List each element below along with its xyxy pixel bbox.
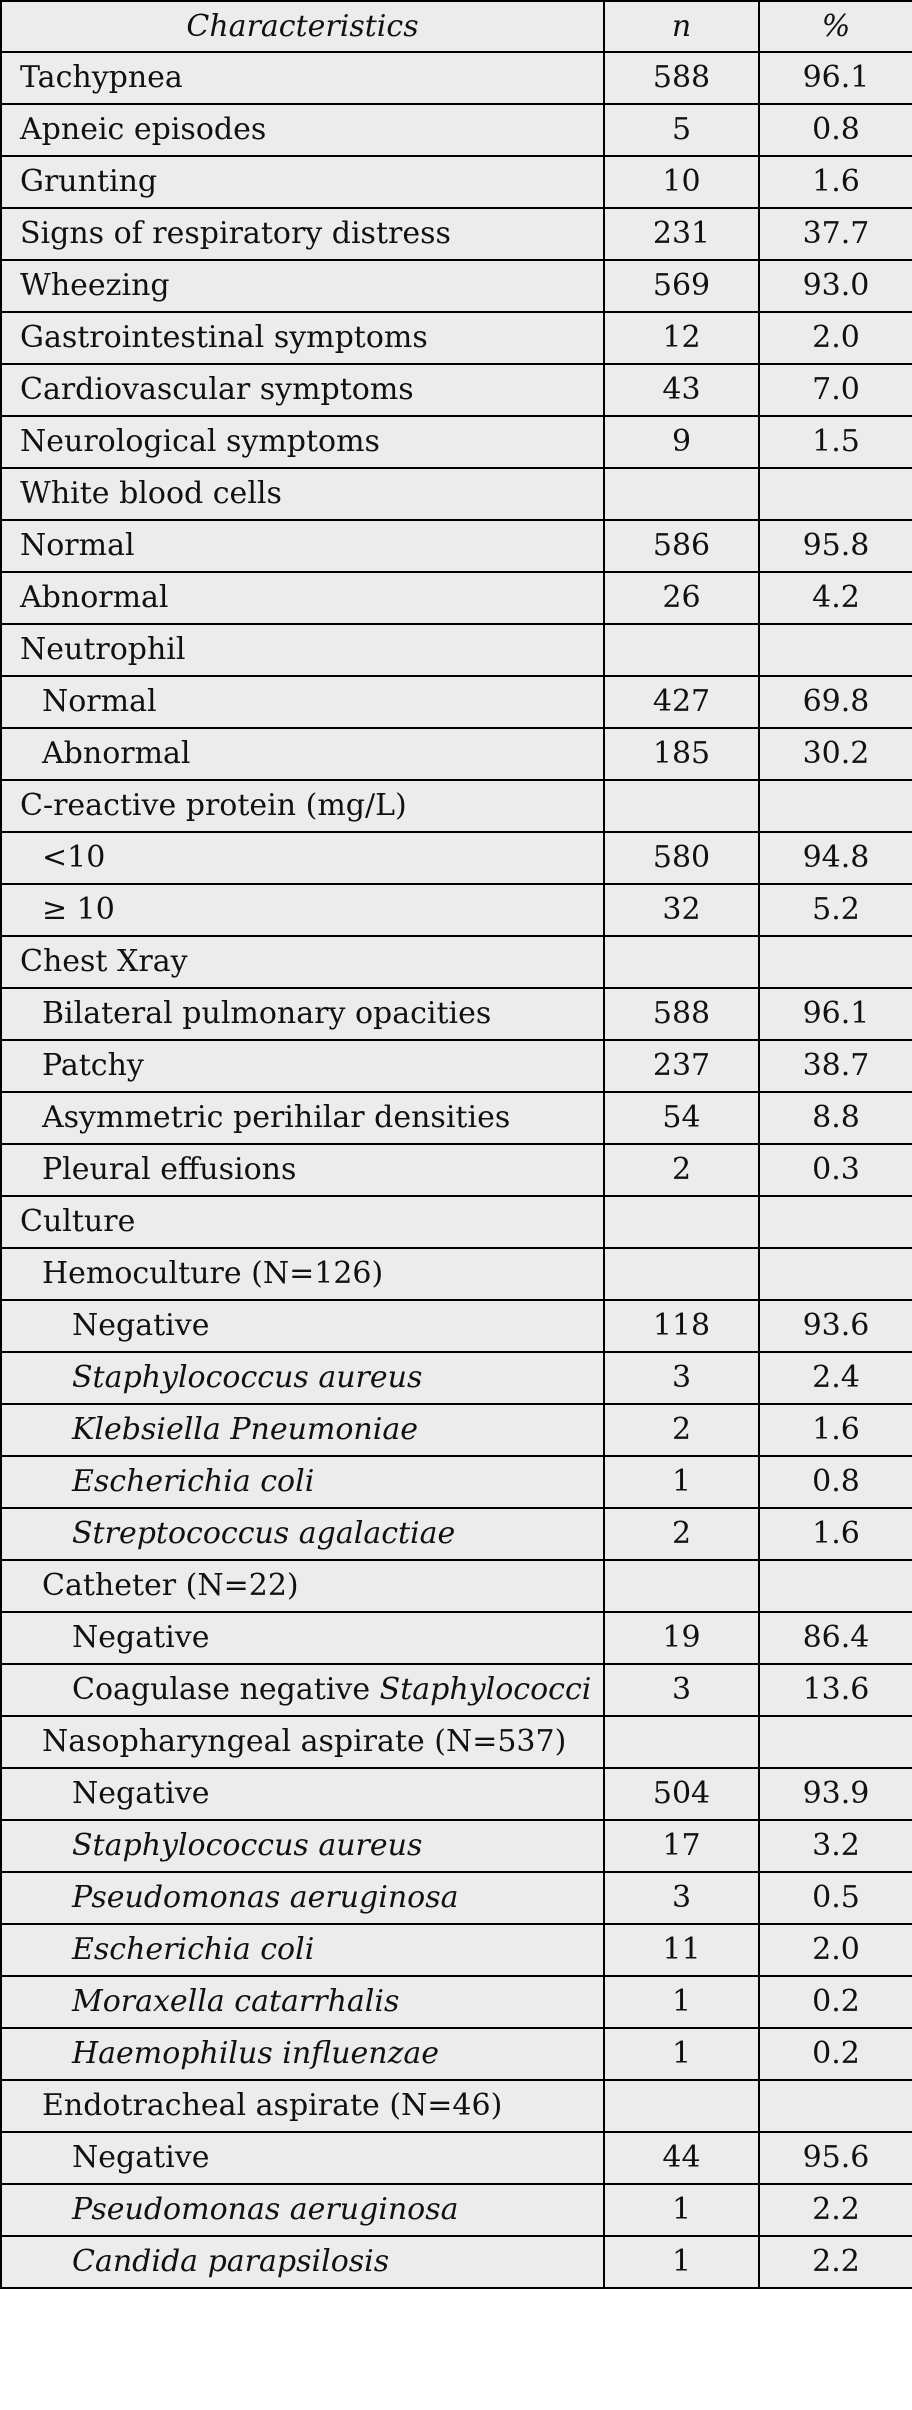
row-n: 54 xyxy=(604,1092,759,1144)
row-label: Staphylococcus aureus xyxy=(1,1352,604,1404)
row-label: Bilateral pulmonary opacities xyxy=(1,988,604,1040)
row-n xyxy=(604,468,759,520)
row-percent: 37.7 xyxy=(759,208,912,260)
table-row xyxy=(1,676,912,728)
table-row xyxy=(1,364,912,416)
row-percent xyxy=(759,1248,912,1300)
row-percent: 95.6 xyxy=(759,2132,912,2184)
row-percent: 93.9 xyxy=(759,1768,912,1820)
row-percent: 8.8 xyxy=(759,1092,912,1144)
row-percent: 2.4 xyxy=(759,1352,912,1404)
row-label: Negative xyxy=(1,1768,604,1820)
row-label: Cardiovascular symptoms xyxy=(1,364,604,416)
row-n: 1 xyxy=(604,2236,759,2288)
row-percent: 0.8 xyxy=(759,104,912,156)
row-n: 2 xyxy=(604,1144,759,1196)
row-n: 588 xyxy=(604,52,759,104)
row-n xyxy=(604,1196,759,1248)
row-n xyxy=(604,1248,759,1300)
table-row xyxy=(1,312,912,364)
row-label: Negative xyxy=(1,2132,604,2184)
row-n: 588 xyxy=(604,988,759,1040)
row-label: Abnormal xyxy=(1,572,604,624)
row-label: Catheter (N=22) xyxy=(1,1560,604,1612)
table-row xyxy=(1,988,912,1040)
row-percent: 96.1 xyxy=(759,52,912,104)
table-row xyxy=(1,1768,912,1820)
row-label: Negative xyxy=(1,1612,604,1664)
table-row xyxy=(1,884,912,936)
row-percent xyxy=(759,1716,912,1768)
row-percent: 30.2 xyxy=(759,728,912,780)
table-row xyxy=(1,936,912,988)
row-percent: 3.2 xyxy=(759,1820,912,1872)
table-row xyxy=(1,1664,912,1716)
row-n: 9 xyxy=(604,416,759,468)
row-label: ≥ 10 xyxy=(1,884,604,936)
row-label: Staphylococcus aureus xyxy=(1,1820,604,1872)
table-row xyxy=(1,156,912,208)
table-row xyxy=(1,260,912,312)
row-n: 44 xyxy=(604,2132,759,2184)
row-label: Candida parapsilosis xyxy=(1,2236,604,2288)
row-n xyxy=(604,1560,759,1612)
row-label: Pseudomonas aeruginosa xyxy=(1,2184,604,2236)
row-label: Negative xyxy=(1,1300,604,1352)
row-n: 26 xyxy=(604,572,759,624)
row-label: Klebsiella Pneumoniae xyxy=(1,1404,604,1456)
row-percent xyxy=(759,624,912,676)
row-percent: 2.0 xyxy=(759,312,912,364)
row-percent: 38.7 xyxy=(759,1040,912,1092)
row-percent: 2.0 xyxy=(759,1924,912,1976)
row-label: Haemophilus influenzae xyxy=(1,2028,604,2080)
header-characteristics: Characteristics xyxy=(1,1,604,52)
row-n: 231 xyxy=(604,208,759,260)
row-n: 1 xyxy=(604,1976,759,2028)
table-row xyxy=(1,1612,912,1664)
row-label: Abnormal xyxy=(1,728,604,780)
row-label: White blood cells xyxy=(1,468,604,520)
row-n: 1 xyxy=(604,2028,759,2080)
row-percent: 93.0 xyxy=(759,260,912,312)
table-row xyxy=(1,572,912,624)
row-percent: 0.3 xyxy=(759,1144,912,1196)
table-row xyxy=(1,780,912,832)
row-label-plain: Coagulase negative xyxy=(72,1672,380,1707)
row-n: 19 xyxy=(604,1612,759,1664)
row-label: Gastrointestinal symptoms xyxy=(1,312,604,364)
row-label: Hemoculture (N=126) xyxy=(1,1248,604,1300)
row-label: Nasopharyngeal aspirate (N=537) xyxy=(1,1716,604,1768)
row-n: 1 xyxy=(604,1456,759,1508)
row-percent: 93.6 xyxy=(759,1300,912,1352)
table-row xyxy=(1,2236,912,2288)
table-row xyxy=(1,520,912,572)
table-row xyxy=(1,1560,912,1612)
table-row xyxy=(1,1924,912,1976)
row-label: Pleural effusions xyxy=(1,1144,604,1196)
row-label: Escherichia coli xyxy=(1,1456,604,1508)
row-label-italic: Staphylococci xyxy=(379,1672,592,1707)
row-label: Tachypnea xyxy=(1,52,604,104)
row-label: Neurological symptoms xyxy=(1,416,604,468)
table-row xyxy=(1,1248,912,1300)
row-percent: 86.4 xyxy=(759,1612,912,1664)
row-label: Normal xyxy=(1,520,604,572)
row-percent xyxy=(759,468,912,520)
row-label: Pseudomonas aeruginosa xyxy=(1,1872,604,1924)
row-n: 118 xyxy=(604,1300,759,1352)
header-percent: % xyxy=(759,1,912,52)
row-n xyxy=(604,780,759,832)
row-percent: 1.6 xyxy=(759,156,912,208)
table-row xyxy=(1,1820,912,1872)
row-label: Endotracheal aspirate (N=46) xyxy=(1,2080,604,2132)
row-label: Grunting xyxy=(1,156,604,208)
row-percent: 4.2 xyxy=(759,572,912,624)
table-row xyxy=(1,416,912,468)
row-percent: 2.2 xyxy=(759,2236,912,2288)
row-percent: 0.8 xyxy=(759,1456,912,1508)
row-n: 185 xyxy=(604,728,759,780)
row-label xyxy=(1,1664,604,1716)
row-percent: 95.8 xyxy=(759,520,912,572)
row-label: Asymmetric perihilar densities xyxy=(1,1092,604,1144)
table-row xyxy=(1,2184,912,2236)
row-n: 580 xyxy=(604,832,759,884)
row-percent xyxy=(759,1196,912,1248)
row-n: 43 xyxy=(604,364,759,416)
row-percent: 13.6 xyxy=(759,1664,912,1716)
table-row xyxy=(1,1196,912,1248)
row-label: Culture xyxy=(1,1196,604,1248)
table-row xyxy=(1,208,912,260)
table-row xyxy=(1,1716,912,1768)
header-n: n xyxy=(604,1,759,52)
row-percent: 96.1 xyxy=(759,988,912,1040)
row-n xyxy=(604,2080,759,2132)
row-label: C-reactive protein (mg/L) xyxy=(1,780,604,832)
row-percent: 5.2 xyxy=(759,884,912,936)
table-row xyxy=(1,1092,912,1144)
row-n: 17 xyxy=(604,1820,759,1872)
table-row xyxy=(1,1352,912,1404)
table-row xyxy=(1,1404,912,1456)
row-n: 10 xyxy=(604,156,759,208)
table-row xyxy=(1,1144,912,1196)
row-percent xyxy=(759,2080,912,2132)
row-label: Wheezing xyxy=(1,260,604,312)
row-label: Chest Xray xyxy=(1,936,604,988)
row-percent: 2.2 xyxy=(759,2184,912,2236)
row-percent: 1.5 xyxy=(759,416,912,468)
table-row xyxy=(1,1040,912,1092)
row-percent: 0.2 xyxy=(759,2028,912,2080)
row-label: Normal xyxy=(1,676,604,728)
table-row xyxy=(1,1872,912,1924)
row-n: 569 xyxy=(604,260,759,312)
table-header-row xyxy=(1,1,912,52)
row-label: Moraxella catarrhalis xyxy=(1,1976,604,2028)
row-percent xyxy=(759,1560,912,1612)
row-n: 3 xyxy=(604,1872,759,1924)
row-n xyxy=(604,1716,759,1768)
row-percent: 0.2 xyxy=(759,1976,912,2028)
table-row xyxy=(1,52,912,104)
row-n: 586 xyxy=(604,520,759,572)
table-row xyxy=(1,1300,912,1352)
row-label: Escherichia coli xyxy=(1,1924,604,1976)
table-row xyxy=(1,624,912,676)
row-percent: 94.8 xyxy=(759,832,912,884)
row-percent: 69.8 xyxy=(759,676,912,728)
table-row xyxy=(1,832,912,884)
row-label: Streptococcus agalactiae xyxy=(1,1508,604,1560)
table-row xyxy=(1,1508,912,1560)
row-percent xyxy=(759,780,912,832)
table-row xyxy=(1,728,912,780)
row-n xyxy=(604,936,759,988)
row-n: 12 xyxy=(604,312,759,364)
table-row xyxy=(1,1456,912,1508)
row-label: <10 xyxy=(1,832,604,884)
row-n: 1 xyxy=(604,2184,759,2236)
table-row xyxy=(1,468,912,520)
row-n: 3 xyxy=(604,1352,759,1404)
row-n: 2 xyxy=(604,1404,759,1456)
row-n: 3 xyxy=(604,1664,759,1716)
row-percent: 0.5 xyxy=(759,1872,912,1924)
row-percent: 1.6 xyxy=(759,1508,912,1560)
row-label: Signs of respiratory distress xyxy=(1,208,604,260)
row-percent xyxy=(759,936,912,988)
row-label: Neutrophil xyxy=(1,624,604,676)
row-label: Apneic episodes xyxy=(1,104,604,156)
row-n: 504 xyxy=(604,1768,759,1820)
table-row xyxy=(1,104,912,156)
row-percent: 1.6 xyxy=(759,1404,912,1456)
row-n: 32 xyxy=(604,884,759,936)
row-label: Patchy xyxy=(1,1040,604,1092)
table-row xyxy=(1,2080,912,2132)
row-n xyxy=(604,624,759,676)
row-n: 427 xyxy=(604,676,759,728)
table-row xyxy=(1,2132,912,2184)
row-n: 11 xyxy=(604,1924,759,1976)
row-percent: 7.0 xyxy=(759,364,912,416)
row-n: 237 xyxy=(604,1040,759,1092)
row-n: 5 xyxy=(604,104,759,156)
table-row xyxy=(1,2028,912,2080)
row-n: 2 xyxy=(604,1508,759,1560)
table-row xyxy=(1,1976,912,2028)
